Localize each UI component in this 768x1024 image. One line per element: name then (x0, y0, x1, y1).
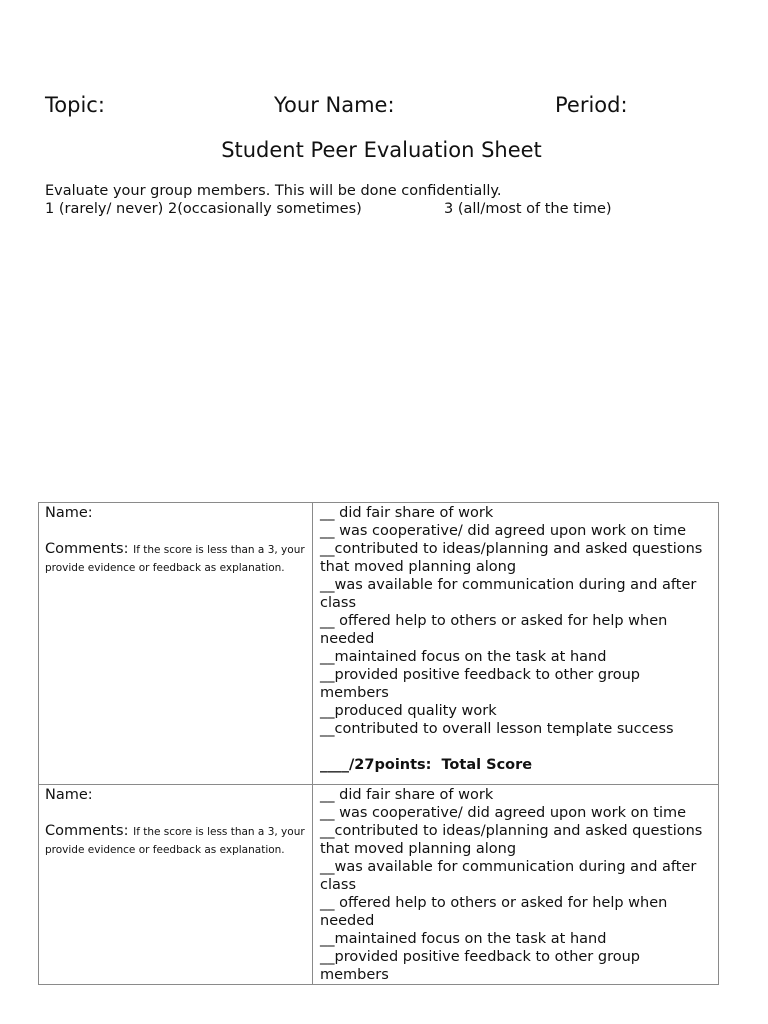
header-row (0, 93, 768, 121)
name-label: Name: (45, 505, 93, 521)
scale-1: 1 (rarely/ never) (45, 201, 164, 217)
member-cell (39, 503, 313, 785)
your-name-label: Your Name: (274, 93, 395, 117)
total-score-blank: ____/27points: (320, 757, 432, 773)
total-score-label: Total Score (441, 757, 533, 773)
criterion-item: __contributed to ideas/planning and asked questions that moved planning along (320, 541, 703, 575)
criterion-item: __maintained focus on the task at hand (320, 931, 607, 947)
criterion-item: __ was cooperative/ did agreed upon work on time (320, 805, 687, 821)
instructions (45, 182, 745, 218)
comments-block (45, 822, 306, 858)
criterion-item: __was available for communication during and after class (320, 577, 697, 611)
criterion-item: __ offered help to others or asked for help when needed (320, 895, 668, 929)
criterion-item: __provided positive feedback to other group members (320, 949, 640, 983)
comments-label: Comments: (45, 541, 129, 557)
criterion-item: __contributed to ideas/planning and asked questions that moved planning along (320, 823, 703, 857)
comments-note: If the score is less than a 3, your provide evidence or feedback as explanation. (45, 544, 305, 574)
comments-label: Comments: (45, 823, 129, 839)
member-cell (39, 785, 313, 985)
evaluation-row (39, 503, 719, 785)
rating-scale (45, 200, 745, 218)
topic-label: Topic: (45, 93, 105, 117)
criterion-item: __was available for communication during and after class (320, 859, 697, 893)
criterion-item: __ offered help to others or asked for help when needed (320, 613, 668, 647)
scale-2: 2(occasionally sometimes) (168, 201, 362, 217)
criteria-list (320, 786, 712, 984)
criteria-list (320, 504, 712, 738)
instructions-line: Evaluate your group members. This will be done confidentially. (45, 183, 502, 199)
page-title: Student Peer Evaluation Sheet (221, 138, 542, 162)
criterion-item: __produced quality work (320, 703, 497, 719)
comments-note: If the score is less than a 3, your provide evidence or feedback as explanation. (45, 826, 305, 856)
evaluation-table (38, 502, 719, 985)
criterion-item: __provided positive feedback to other group members (320, 667, 640, 701)
criterion-item: __maintained focus on the task at hand (320, 649, 607, 665)
total-score (320, 756, 712, 784)
criteria-cell (313, 785, 719, 985)
criteria-cell (313, 503, 719, 785)
criterion-item: __contributed to overall lesson template success (320, 721, 674, 737)
scale-3: 3 (all/most of the time) (444, 201, 612, 217)
comments-block (45, 540, 306, 576)
criterion-item: __ was cooperative/ did agreed upon work on time (320, 523, 687, 539)
period-label: Period: (555, 93, 628, 117)
criterion-item: __ did fair share of work (320, 787, 494, 803)
criterion-item: __ did fair share of work (320, 505, 494, 521)
evaluation-row (39, 785, 719, 985)
name-label: Name: (45, 787, 93, 803)
